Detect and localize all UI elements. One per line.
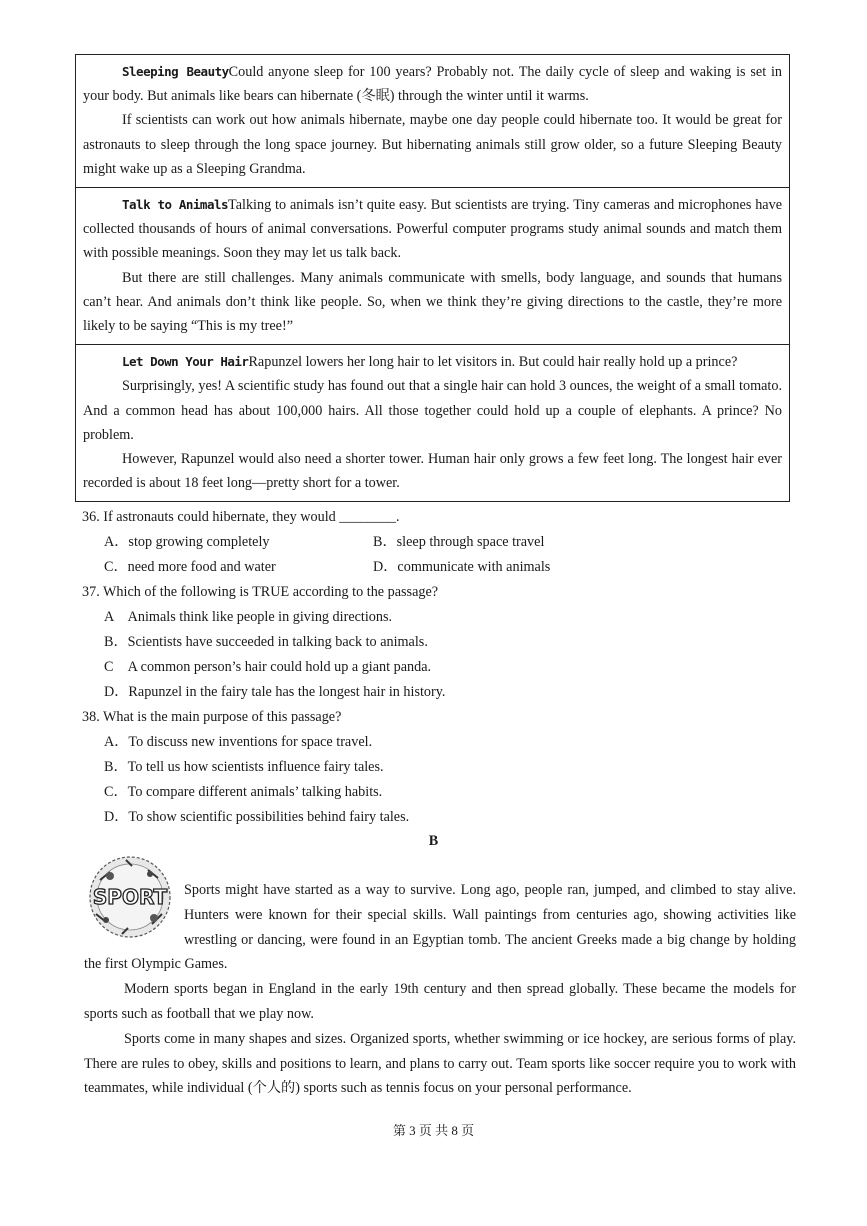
box-paragraph: If scientists can work out how animals hibernate, maybe one day people could hibernate too. It would be great for astronauts to sleep through the long space journey. But hibernating animals still grow older, so a future Sleeping Beauty might wake up as a Sleeping Grandma.	[83, 112, 782, 177]
question-stem: 37. Which of the following is TRUE according to the passage?	[82, 584, 439, 600]
options-grid	[82, 530, 782, 580]
box-paragraph	[83, 193, 782, 266]
passage-paragraph: Modern sports began in England in the early 19th century and then spread globally. These became the models for sports such as football that we play now.	[84, 981, 796, 1022]
option-b[interactable]: B．Scientists have succeeded in talking back to animals.	[104, 634, 428, 650]
box-text: Talking to animals isn’t quite easy. But scientists are trying. Tiny cameras and microphones have collected thousands of hours of animal conversations. Powerful computer programs study animal sounds and match them with possible meanings. Soon they may let us talk back.	[83, 197, 782, 262]
box-paragraph	[83, 350, 782, 374]
question-stem: 36. If astronauts could hibernate, they would ________.	[82, 509, 400, 525]
page-footer: 第 3 页 共 8 页	[392, 1123, 475, 1138]
box-text: Could anyone sleep for 100 years? Probably not. The daily cycle of sleep and waking is set in your body. But animals like bears can hibernate (冬眠) through the winter until it warms.	[83, 64, 783, 105]
box-paragraph: However, Rapunzel would also need a shorter tower. Human hair only grows a few feet long. The longest hair ever recorded is about 18 feet long—pretty short for a tower.	[83, 451, 782, 492]
box-paragraph	[83, 60, 782, 108]
reading-passage-a-boxes	[75, 54, 790, 502]
option-b[interactable]: B．sleep through space travel	[373, 534, 545, 550]
box-sleeping-beauty	[76, 55, 789, 187]
question-stem: 38. What is the main purpose of this passage?	[82, 709, 342, 725]
box-title: Talk to Animals	[122, 197, 229, 213]
box-paragraph: Surprisingly, yes! A scientific study has found out that a single hair can hold 3 ounces, the weight of a small tomato. And a common head has about 100,000 hairs. All those together could hold up a couple of elephants. A prince? No problem.	[83, 378, 782, 443]
option-c[interactable]: C A common person’s hair could hold up a giant panda.	[104, 659, 432, 675]
question-36	[82, 505, 782, 580]
option-d[interactable]: D．Rapunzel in the fairy tale has the longest hair in history.	[104, 684, 446, 700]
option-a[interactable]: A．To discuss new inventions for space travel.	[104, 734, 373, 750]
box-title: Let Down Your Hair	[122, 354, 249, 370]
passage-b	[84, 878, 796, 1101]
box-let-down-your-hair	[76, 344, 789, 501]
option-d[interactable]: D．communicate with animals	[373, 559, 551, 575]
question-37	[82, 580, 782, 705]
question-38	[82, 705, 782, 830]
passage-paragraph: Sports come in many shapes and sizes. Organized sports, whether swimming or ice hockey, are serious forms of play. There are rules to obey, skills and positions to learn, and plans to carry out. Team sports like soccer require you to work with teammates, while individual (个人的) sports such as tennis focus on your personal performance.	[84, 1030, 796, 1097]
option-b[interactable]: B．To tell us how scientists influence fairy tales.	[104, 759, 384, 775]
option-c[interactable]: C．need more food and water	[104, 559, 276, 575]
sport-logo-text: SPORT	[92, 885, 168, 909]
option-d[interactable]: D．To show scientific possibilities behind fairy tales.	[104, 809, 410, 825]
box-paragraph: But there are still challenges. Many animals communicate with smells, body language, and sounds that humans can’t hear. And animals don’t think like people. So, when we think they’re giving directions to the castle, they’re more likely to be saying “This is my tree!”	[83, 269, 782, 335]
option-a[interactable]: A Animals think like people in giving directions.	[104, 609, 393, 625]
option-c[interactable]: C．To compare different animals’ talking habits.	[104, 784, 383, 800]
box-title: Sleeping Beauty	[122, 64, 229, 79]
section-b-heading: B	[428, 833, 439, 849]
passage-paragraph: Sports might have started as a way to survive. Long ago, people ran, jumped, and climbed to stay alive. Hunters were known for their special skills. Wall paintings from centuries ago, showing activities like wrestling or dancing, were found in an Egyptian tomb. The ancient Greeks made a big change by holding the first Olympic Games.	[84, 882, 796, 973]
box-talk-to-animals	[76, 187, 789, 344]
option-a[interactable]: A．stop growing completely	[104, 534, 270, 550]
box-text: Rapunzel lowers her long hair to let visitors in. But could hair really hold up a prince?	[248, 354, 738, 371]
